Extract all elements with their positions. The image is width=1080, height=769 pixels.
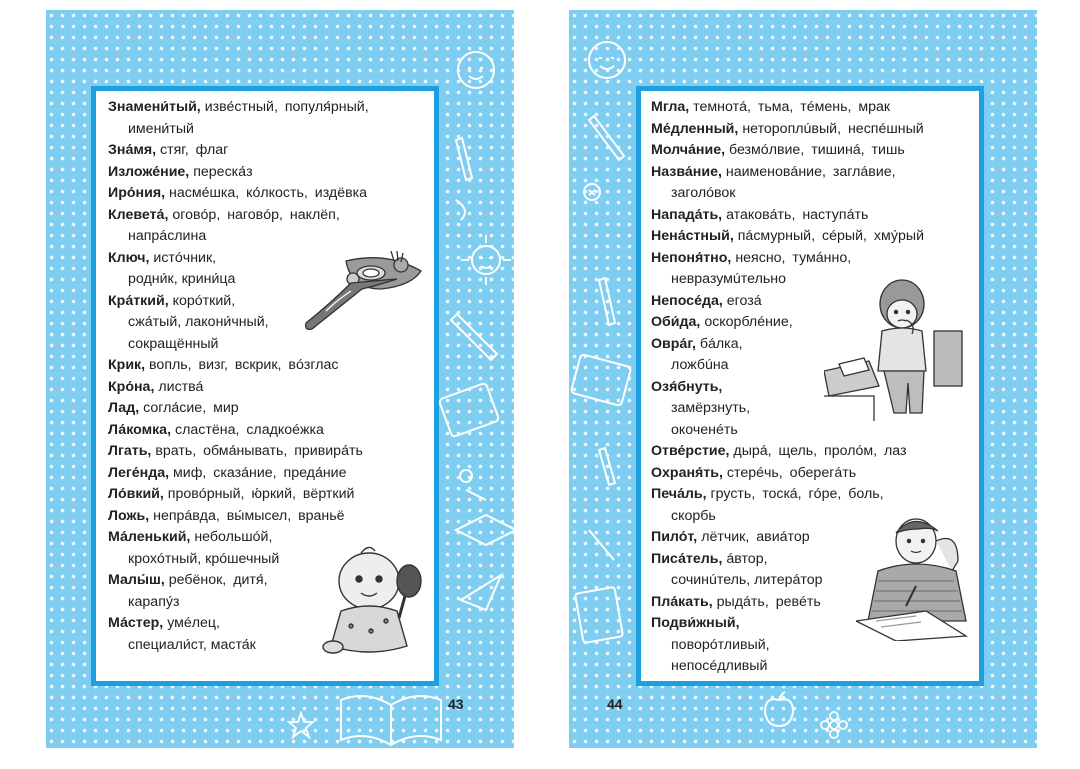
entry [108, 183, 438, 205]
synonyms-continued: напрáслина [128, 228, 207, 244]
writing-boy-illustration [856, 511, 981, 641]
headword: Ма́стер, [108, 615, 164, 631]
entry [651, 205, 981, 227]
headword: Малы́ш, [108, 572, 165, 588]
synonyms: егозá [726, 292, 762, 309]
entry [651, 97, 981, 119]
sad-boy-illustration [824, 276, 974, 421]
entry [108, 140, 438, 162]
synonyms: лётчик, авиáтор [701, 529, 810, 545]
flower-doodle-icon [819, 710, 849, 740]
synonyms: миф, сказа́ние, преда́ние [173, 464, 347, 481]
entry [651, 226, 981, 248]
synonyms: умéлец, [167, 615, 221, 631]
synonyms: грусть, тоскá, гóре, боль, [710, 486, 884, 502]
entry [108, 484, 438, 506]
entry [108, 97, 438, 140]
entry [108, 205, 438, 248]
synonyms: непрáвда, вы́мысел, враньё [153, 507, 345, 524]
headword: Пило́т, [651, 529, 698, 545]
headword: Ключ, [108, 249, 150, 266]
headword: Молча́ние, [651, 142, 726, 158]
entry [108, 420, 438, 442]
synonyms: сластёна, сладкоéжка [174, 421, 324, 438]
entry [108, 355, 438, 377]
headword: Озя́бнуть, [651, 378, 723, 395]
headword: Пла́кать, [651, 593, 713, 610]
synonyms: переска́з [193, 163, 253, 180]
entry [651, 162, 981, 205]
headword: Иро́ния, [108, 185, 166, 201]
synonyms: насме́шка, ко́лкость, издёвка [169, 185, 368, 201]
headword: Знамени́тый, [108, 99, 201, 115]
synonyms: истóчник, [153, 249, 217, 266]
headword: Лгать, [108, 443, 152, 459]
book-doodle-icon [336, 690, 446, 748]
synonyms-continued: скорбь [671, 507, 716, 524]
headword: Ме́дленный, [651, 120, 739, 137]
synonyms-continued: заголóвок [671, 185, 736, 201]
synonyms-continued: поворóтливый, [671, 636, 770, 653]
baby-with-rattle-illustration [321, 541, 431, 656]
text-panel [636, 86, 984, 686]
entry [108, 441, 438, 463]
synonyms: корóткий, [172, 292, 236, 309]
synonyms: вопль, визг, вскрик, вóзглас [149, 357, 339, 373]
synonyms: провóрный, ю́ркий, вёрткий [167, 486, 355, 502]
headword: Печа́ль, [651, 486, 707, 502]
headword: Ма́ленький, [108, 529, 191, 545]
headword: Охраня́ть, [651, 464, 723, 481]
synonyms: нетороплúвый, неспéшный [742, 120, 924, 137]
synonyms: листва́ [158, 378, 204, 395]
synonyms-continued: окоченéть [671, 421, 738, 438]
headword: Изложе́ние, [108, 163, 190, 180]
headword: Непосе́да, [651, 292, 723, 309]
headword: Зна́мя, [108, 142, 157, 158]
synonyms-continued: крохóтный, крóшечный [128, 550, 280, 567]
star-doodle-icon [286, 710, 316, 740]
headword: Мгла, [651, 99, 690, 115]
synonyms-continued: родни́к, крини́ца [128, 271, 236, 287]
headword: Клевета́, [108, 206, 169, 223]
synonyms: оскорблéние, [704, 314, 793, 330]
headword: Назва́ние, [651, 163, 722, 180]
synonyms: врать, обма́нывать, привира́ть [155, 443, 363, 459]
synonyms: ребёнок, дитя́, [168, 572, 268, 588]
synonyms-continued: замёрзнуть, [671, 400, 751, 416]
headword: Ложь, [108, 507, 150, 524]
synonyms: рыдáть, ревéть [716, 593, 821, 610]
headword: Непоня́тно, [651, 249, 732, 266]
synonyms: оговóр, наговóр, наклёп, [172, 206, 340, 223]
synonyms-continued: сочинúтель, литерáтор [671, 572, 823, 588]
entry [108, 463, 438, 485]
synonyms: небольшóй, [194, 529, 273, 545]
synonyms: наименовáние, заглáвие, [725, 163, 896, 180]
entry [651, 140, 981, 162]
synonyms-continued: имени́тый [128, 120, 194, 137]
synonyms: áвтор, [726, 550, 768, 567]
synonyms-continued: специали́ст, маста́к [128, 636, 256, 653]
synonyms: пáсмурный, сéрый, хму́рый [737, 228, 924, 244]
synonyms: стерéчь, оберегáть [726, 464, 857, 481]
headword: Подви́жный, [651, 615, 740, 631]
entry [651, 441, 981, 463]
page-43 [46, 10, 514, 748]
headword: Ло́вкий, [108, 486, 164, 502]
synonyms-continued: сжа́тый, лакони́чный, [128, 314, 269, 330]
page-number: 43 [448, 696, 464, 712]
synonyms-continued: непосéдливый [671, 658, 768, 674]
headword: Кра́ткий, [108, 292, 169, 309]
headword: Ла́комка, [108, 421, 172, 438]
synonyms: бáлка, [699, 335, 743, 352]
entry [108, 162, 438, 184]
entry [651, 119, 981, 141]
headword: Крик, [108, 357, 146, 373]
headword: Кро́на, [108, 378, 155, 395]
synonyms: темнотá, тьма, тéмень, мрак [693, 99, 891, 115]
headword: Нена́стный, [651, 228, 734, 244]
synonyms: дырá, щель, пролóм, лаз [733, 443, 907, 459]
headword: Писа́тель, [651, 550, 723, 567]
entry [108, 506, 438, 528]
entry [108, 398, 438, 420]
page-number: 44 [607, 696, 623, 712]
synonyms-continued: невразумúтельно [671, 271, 786, 287]
spring-stream-illustration [301, 251, 431, 341]
entry [651, 463, 981, 485]
headword: Леге́нда, [108, 464, 170, 481]
page-44 [569, 10, 1037, 748]
synonyms: стяг, флаг [160, 142, 229, 158]
headword: Оби́да, [651, 314, 701, 330]
synonyms: неясно, тумáнно, [735, 249, 852, 266]
synonyms: изве́стный, популя́рный, [204, 99, 369, 115]
doodle-decorations [436, 30, 514, 730]
apple-doodle-icon [759, 690, 799, 730]
synonyms-continued: карапу́з [128, 593, 180, 610]
headword: Лад, [108, 400, 140, 416]
headword: Напада́ть, [651, 206, 723, 223]
doodle-decorations [569, 30, 639, 730]
headword: Овра́г, [651, 335, 696, 352]
synonyms-continued: сокращённый [128, 335, 219, 352]
text-panel [91, 86, 439, 686]
synonyms: согла́сие, мир [143, 400, 239, 416]
synonyms: безмóлвие, тишинá, тишь [729, 142, 905, 158]
synonyms-continued: ложбúна [671, 357, 729, 373]
entry [108, 377, 438, 399]
headword: Отве́рстие, [651, 443, 730, 459]
synonyms: атаковáть, наступáть [726, 206, 869, 223]
